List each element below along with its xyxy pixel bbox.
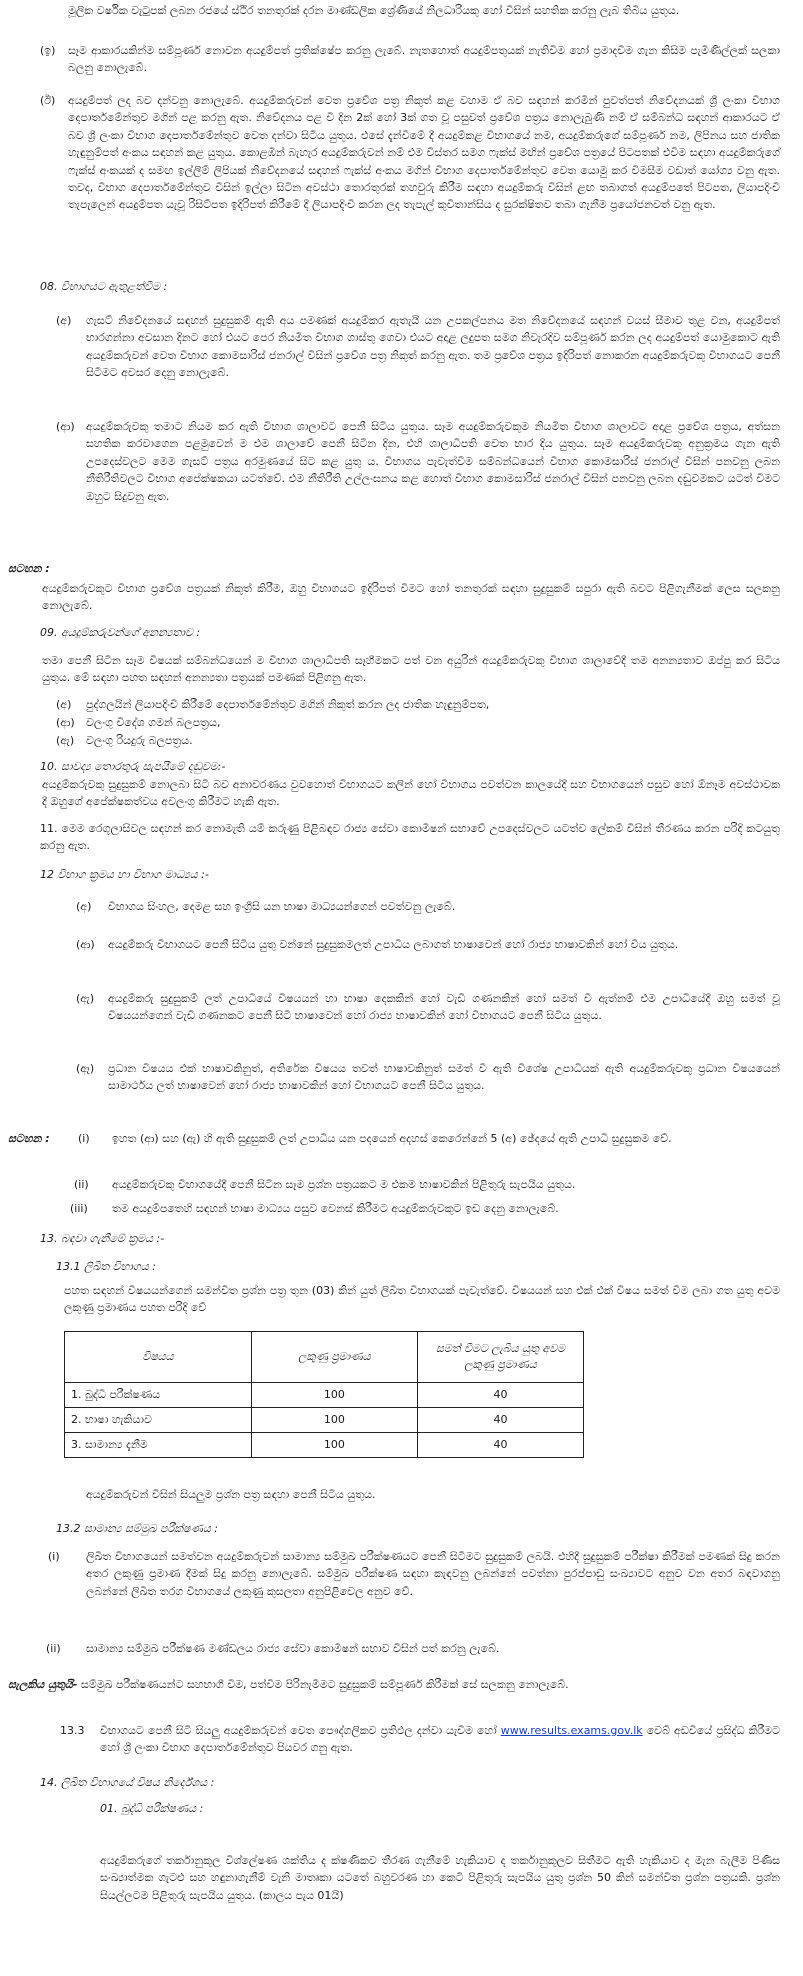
note-2-item-i: ඉහත (ආ) සහ (ඇ) හි ඇති සුදුසුකම් ලත් උපාධිය යන පදයෙන් අදහස් කෙරෙන්නේ 5 (අ) ඡේදයේ ඇති උපාධි සුදුසුකම වේ. (112, 1132, 672, 1145)
section-12-heading: 12 විභාග ක්‍රමය හා විභාග මාධ්‍යය :- (40, 868, 209, 881)
section-14-sub-heading: 01. බුද්ධි පරීක්ෂණය : (100, 1802, 204, 1815)
results-website-link[interactable]: www.results.exams.gov.lk (500, 1724, 643, 1737)
intro-paragraph: මූලික වර්ෂික වැටුපක් ලබන රජයේ ස්ථිර තනතුරක් දරන මාණ්ඩලික ශ්‍රේණියේ නිලධාරියකු හෝ විසින් සහතික කරනු ලැබ තිබිය යුතුය. (68, 4, 680, 17)
id-option-nic: පුද්ගලයින් ලියාපදිංචි කිරීමේ දෙපාර්තමේන්තුව මගින් නිකුත් කරන ලද ජාතික හැඳුනුම්පත, (86, 698, 490, 711)
section-13-3-text: විභාගයට පෙනී සිටි සියලු අයදුම්කරුවන් වෙත පෞද්ගලිකව ප්‍රතිඵල දන්වා යැවීම හෝ (100, 1724, 497, 1737)
item-marker: (i) (48, 1550, 60, 1563)
section-12-b-paragraph: අයදුම්කරු විභාගයට පෙනී සිටිය යුතු වන්නේ සුදුසුකමලත් උපාධිය ලබාගත් භාෂාවෙන් හෝ රාජ්‍ය භාෂාවකින් හෝ විය යුතුය. (108, 938, 679, 951)
section-11-paragraph: 11. මෙම රෙගුලාසිවල සඳහන් කර නොමැති යම් කරුණු පිළිබඳව රාජ්‍ය සේවා කොමිෂන් සභාවේ උපදෙස්වලට යටත්ව ලේකම් විසින් තීරණය කරන පරිදි කටයුතු කරනු ඇත. (40, 822, 780, 853)
table-header-cell: සමත් වීමට ලැබිය යුතු අවම ලකුණු ප්‍රමාණය (417, 1332, 583, 1383)
section-12-a-paragraph: විභාගය සිංහල, දෙමළ සහ ඉංග්‍රීසි යන භාෂා මාධ්‍යයන්ගෙන් පවත්වනු ලැබේ. (108, 900, 456, 913)
section-13-3-paragraph (100, 1722, 780, 1757)
section-08-heading: 08. විභාගයට ඇතුළත්වීම : (40, 280, 168, 293)
table-cell: 3. සාමාන්‍ය දැනීම (65, 1433, 252, 1458)
section-12-d-paragraph: ප්‍රධාන විෂයය එක් භාෂාවකිනුත්, අතිරේක විෂයය තවත් භාෂාවකිනුත් සමත් වී ඇති විශේෂ උපාධියක් ඇති අයදුම්කරුවකු ප්‍රධාන විෂයයෙන් සාමාර්ථය ලත් භාෂාවෙන් හෝ රාජ්‍ය භාෂාවකින් හෝ විභාගයට පෙනී සිටිය යුතුය. (108, 1062, 780, 1093)
marks-table (64, 1331, 584, 1458)
section-09-heading: 09. අයදුම්කරුවන්ගේ අනන්‍යතාව : (40, 626, 201, 639)
note-2-item-iii: තම අයදුම්පතෙහි සඳහන් භාෂා මාධ්‍යය පසුව වෙනස් කිරීමට අයදුම්කරුවකුට ඉඩ දෙනු නොලැබේ. (112, 1202, 559, 1215)
item-marker: (iii) (70, 1202, 88, 1215)
item-marker: (අ) (76, 900, 92, 913)
note-label: සටහන : (8, 1132, 50, 1145)
section-13-3-label: 13.3 (60, 1724, 85, 1737)
note-1-text: අයදුම්කරුවකුට විභාග ප්‍රවේශ පත්‍රයක් නිකුත් කිරීම, ඔහු විභාගයට ඉදිරිපත් වීමට හෝ තනතුරක් සඳහා සුදුසුකම් සපුරා ඇති බවට පිළිගැනීමක් ලෙස සලකනු නොලැබේ. (42, 582, 780, 613)
all-papers-instruction: අයදුම්කරුවන් විසින් සියලුම ප්‍රශ්න පත්‍ර සඳහා පෙනී සිටිය යුතුය. (86, 1488, 376, 1501)
section-13-3-text-after: වෙබ් අඩවියේ ප්‍රසිද්ධ කිරීමට හෝ ශ්‍රී ලංකා විභාග දෙපාර්තමේන්තුව පියවර ගනු ඇත. (100, 1724, 780, 1755)
section-13-2-heading: 13.2 සාමාන්‍ය සම්මුඛ පරීක්ෂණය : (56, 1522, 218, 1535)
table-cell: 100 (251, 1383, 417, 1408)
note-2-item-ii: අයදුම්කරුවකු විභාගයේදී පෙනී සිටින සෑම ප්‍රශ්න පත්‍රයකට ම එකම භාෂාවකින් පිළිතුරු සැපයිය යුතුය. (112, 1178, 576, 1191)
item-marker: (ii) (74, 1178, 89, 1191)
section-12-c-paragraph: අයදුම්කරු සුදුසුකම් ලත් උපාධියේ විෂයයන් හා භාෂා දෙකකින් හෝ වැඩි ගණනකින් හෝ සමත් වී ඇත්නම් එම උපාධියේදී ඔහු සමත් වූ විෂයයන්ගෙන් වැඩි ගණනකට පෙනී සිටි භාෂාවෙන් හෝ රාජ්‍ය භාෂාවකින් හෝ විභාගයට පෙනී සිටිය යුතුය. (108, 992, 780, 1023)
section-13-1-heading: 13.1 ලිඛිත විභාගය : (56, 1260, 156, 1273)
item-marker: (අ) (56, 698, 72, 711)
section-10-heading: 10. සාවද්‍ය තොරතුරු සැපයීමේ දඬුවම:- (40, 760, 226, 773)
id-option-passport: වලංගු විදේශ ගමන් බලපත්‍රය, (86, 716, 221, 729)
note-label: සටහන : (8, 562, 50, 575)
section-08-b-paragraph: අයදුම්කරුවකු තමාට නියම කර ඇති විභාග ශාලාවට පෙනී සිටිය යුතුය. සෑම අයදුම්කරුවකුම නියමිත විභාග ශාලාවට අදාළ ප්‍රවේශ පත්‍රය, අත්සන සහතික කරවාගෙන පළමුවෙන් ම එම ශාලාවේ පෙනී සිටින දින, එහි ශාලාධිපති වෙත භාර දිය යුතුය. සෑම අයදුම්කරුවකු අනුක්‍රමය ගැන ඇති උපදෙස්වලට මෙම ගැසට් පත්‍රය අරමුණයේ සිට කළ යුතු ය. විභාගය පැවැත්වීම සම්බන්ධයෙන් විභාග කොමසාරිස් ජනරාල් විසින් පනවනු ලබන නීතිරීතිවලට විභාග අපේක්ෂකයා යටත්වේ. එම නීතිරීති උල්ලංඝනය කළ හොත් විභාග කොමසාරිස් ජනරාල් විසින් පනවනු ලබන දඬුවමකට යටත් වීමට ඔහුට සිදුවනු ඇත. (86, 420, 780, 503)
syllabus-paragraph: අයදුම්කරුගේ තර්කානුකූල විශ්ලේෂණ ශක්තිය ද ක්ෂණිකව තීරණ ගැනීමේ හැකියාව ද තර්කානුකූලව සිතීමට ඇති හැකියාව ද මැන බැලීම පිණිස සංඛ්‍යාත්මක ගැටළු සහ හඳුනාගැනීම් වැනි මාතෘකා යටතේ බහුවරණ හා කෙටි පිළිතුරු සැපයිය යුතු ප්‍රශ්න 50 කින් සමන්විත ප්‍රශ්න පත්‍රයකි. ප්‍රශ්න සියල්ලටම පිළිතුරු සැපයිය යුතුය. (කාලය පැය 01යි) (100, 1854, 780, 1902)
id-option-driving-licence: වලංගු රියදුරු බලපත්‍රය. (86, 734, 193, 747)
table-row (65, 1408, 584, 1433)
section-13-2-i-paragraph: ලිඛිත විභාගයෙන් සමත්වන අයදුම්කරුවන් සාමාන්‍ය සම්මුඛ පරීක්ෂණයට පෙනී සිටීමට සුදුසුකම් ලබයි. එහිදී සුදුසුකම් පරීක්ෂා කිරීමක් පමණක් සිදු කරන අතර ලකුණු ප්‍රමාණ දීමක් සිදු කරනු නොලැබේ. සම්මුඛ පරීක්ෂණ සඳහා කැඳවනු ලබන්නේ පවත්නා පුරප්පාඩු සංඛ්‍යාවට අනුව වන අතර බඳවාගනු ලබන්නේ ලිඛිත තරග විභාගයේ ලකුණු කුසලතා අනුපිළිවෙල අනුව වේ. (86, 1550, 780, 1598)
incomplete-application-paragraph: සෑම ආකාරයකින්ම සම්පූර්ණ නොවන අයදුම්පත් ප්‍රතික්ෂේප කරනු ලැබේ. නැතහොත් අයදුම්පතුයක් නැතිවීම හෝ ප්‍රමාදවීම ගැන කිසිම පැමිණිල්ලක් සලකා බලනු නොලැබේ. (68, 44, 780, 75)
item-marker: (ඉ) (40, 44, 56, 57)
note-label: සැලකිය යුතුයි- (8, 1678, 78, 1691)
item-marker: (ඈ) (76, 1062, 95, 1075)
item-marker: (ඇ) (56, 734, 75, 747)
section-13-2-ii-paragraph: සාමාන්‍ය සම්මුඛ පරීක්ෂණ මණ්ඩලය රාජ්‍ය සේවා කොමිෂන් සභාව විසින් පත් කරනු ලැබේ. (86, 1642, 500, 1655)
table-row (65, 1433, 584, 1458)
table-header-cell: විෂයය (65, 1332, 252, 1383)
section-14-heading: 14. ලිඛිත විභාගයේ විෂය නිර්දේශය : (40, 1776, 215, 1789)
table-cell: 40 (417, 1383, 583, 1408)
item-marker: (ii) (46, 1642, 61, 1655)
admission-card-paragraph: අයදුම්පත් ලද බව දන්වනු නොලැබේ. අයදුම්කරුවන් වෙත ප්‍රවේශ පත්‍ර නිකුත් කළ වහාම ඒ බව සඳහන් කරමින් පුවත්පත් නිවේදනයක් ශ්‍රී ලංකා විභාග දෙපාර්තමේන්තුව මගින් පළ කරනු ඇත. නිවේදනය පළ වී දින 2ක් හෝ 3ක් ගත වූ පසුවත් ප්‍රවේශ පත්‍රය නොලැබුණි නම් ඒ සම්බන්ධ සඳහන් ආකාරයට ඒ බව ශ්‍රී ලංකා විභාග දෙපාර්තමේන්තුව වෙත දන්වා සිටිය යුතුය. එසේ දැන්වීමේ දී අයදුම්කළ විභාගයේ නම, අයදුම්කරුගේ සම්පූර්ණ නම, ලිපිනය සහ ජාතික හැඳුනුම්පත් අංකය සඳහන් කළ යුතුය. කොළඹින් බැහැර අයදුම්කරුවන් නම් එම විස්තර සමග ෆැක්ස් මඟින් ප්‍රවේශ පත්‍රයේ පිටපතක් එවීම සඳහා අයදුම්කරුගේ ෆැක්ස් අංකයක් ද සමඟ ඉල්ලීම් ලිපියක් නිවේදනයේ සඳහන් ෆැක්ස් අංකය මගින් විභාග දෙපාර්තමේන්තුව වෙත යොමු කර විමසීම වඩාත් යෝග්‍ය වනු ඇත. තවද, විභාග දෙපාර්තමේන්තුව විසින් ඉල්ලා සිටින අවස්ථා තොරතුරක් තහවුරු කිරීම සඳහා අයදුම්කරු විසින් ළඟ තබාගත් අයදුම්පතේ පිටපත, ලියාපදිංචි තැපැලෙන් අයදුම්පත යැවූ රිසිට්පත ඉදිරිපත් කිරීමේ දී ලියාපදිංචි කරන ලද තැපැල් කුවිතාන්සිය ද සුරක්ෂිතව තබා ගැනීම ප්‍රයෝජනවත් වනු ඇත. (68, 94, 780, 212)
note-3-text: සම්මුඛ පරීක්ෂණයන්ට සහභාගී වීම, පත්වීම පිරිනැමීමට සුදුසුකම් සම්පූර්ණ කිරීමක් සේ සලකනු නොලැබේ. (80, 1678, 569, 1691)
item-marker: (ආ) (56, 420, 75, 433)
section-08-a-paragraph: ගැසට් නිවේදනයේ සඳහන් සුදුසුකම් ඇති අය පමණක් අයදුම්කර ඇතැයි යන උපකල්පනය මත නිවේදනයේ සඳහන් වයස් සීමාව තුළ වන, අයදුම්පත් භාරගන්නා අවසාන දිනට හෝ එයට පෙර නියමිත විභාග ගාස්තු ගෙවා එයට අදාළ ලදුපත සමග නිවැරදිව සම්පූර්ණ කරන ලද අයදුම්පත් යොමුකොට ඇති අයදුම්කරුවන් වෙත විභාග කොමසාරිස් ජනරාල් විසින් ප්‍රවේශ පත්‍ර නිකුත් කරනු ඇත. තම ප්‍රවේශ පත්‍රය ඉදිරිපත් නොකරන අයදුම්කරුවකු විභාගයට පෙනී සිටීමට අවසර දෙනු නොලැබේ. (86, 314, 780, 380)
note-3-paragraph (8, 1676, 780, 1693)
item-marker: (ආ) (76, 938, 95, 951)
item-marker: (i) (78, 1132, 90, 1145)
table-cell: 1. බුද්ධි පරීක්ෂණය (65, 1383, 252, 1408)
table-row (65, 1383, 584, 1408)
section-13-heading: 13. බඳවා ගැනීමේ ක්‍රමය :- (40, 1232, 165, 1245)
item-marker: (ඇ) (76, 992, 95, 1005)
table-cell: 100 (251, 1433, 417, 1458)
item-marker: (ආ) (56, 716, 75, 729)
table-cell: 40 (417, 1433, 583, 1458)
table-header-cell: ලකුණු ප්‍රමාණය (251, 1332, 417, 1383)
table-cell: 40 (417, 1408, 583, 1433)
item-marker: (ඊ) (40, 94, 56, 107)
item-marker: (අ) (56, 314, 72, 327)
section-10-paragraph: අයදුම්කරුවකු සුදුසුකම් නොලබා සිටි බව අනාවරණය වුවහොත් විභාගයට කලින් හෝ විභාගය පවත්වන කාලයේදී සහ විභාගයෙන් පසුව හෝ ඕනෑම අවස්ථාවක දී ඔහුගේ අපේක්ෂකත්වය අවලංගු කිරීමට හැකි ඇත. (42, 778, 780, 809)
table-cell: 100 (251, 1408, 417, 1433)
section-13-1-paragraph: පහත සඳහන් විෂයයන්ගෙන් සමන්විත ප්‍රශ්න පත්‍ර තුන (03) කින් යුත් ලිඛිත විභාගයක් පැවැත්වේ. විෂයයන් සහ එක් එක් විෂය සමත් වීම ලබා ගත යුතු අවම ලකුණු ප්‍රමාණය පහත පරිදි වේ (64, 1284, 780, 1315)
section-09-paragraph: තමා පෙනී සිටින සෑම විෂයක් සම්බන්ධයෙන් ම විභාග ශාලාධිපති සෑහීමකට පත් වන අයුරින් අයදුම්කරුවකු විභාග ශාලාවේදී තම අනන්‍යතාව ඔප්පු කර සිටිය යුතුය. මේ සඳහා පහත සඳහන් අනන්‍යතා පත්‍රයක් පමණක් පිළිගනු ඇත. (42, 654, 780, 685)
table-cell: 2. භාෂා හැකියාව (65, 1408, 252, 1433)
table-header-row (65, 1332, 584, 1383)
